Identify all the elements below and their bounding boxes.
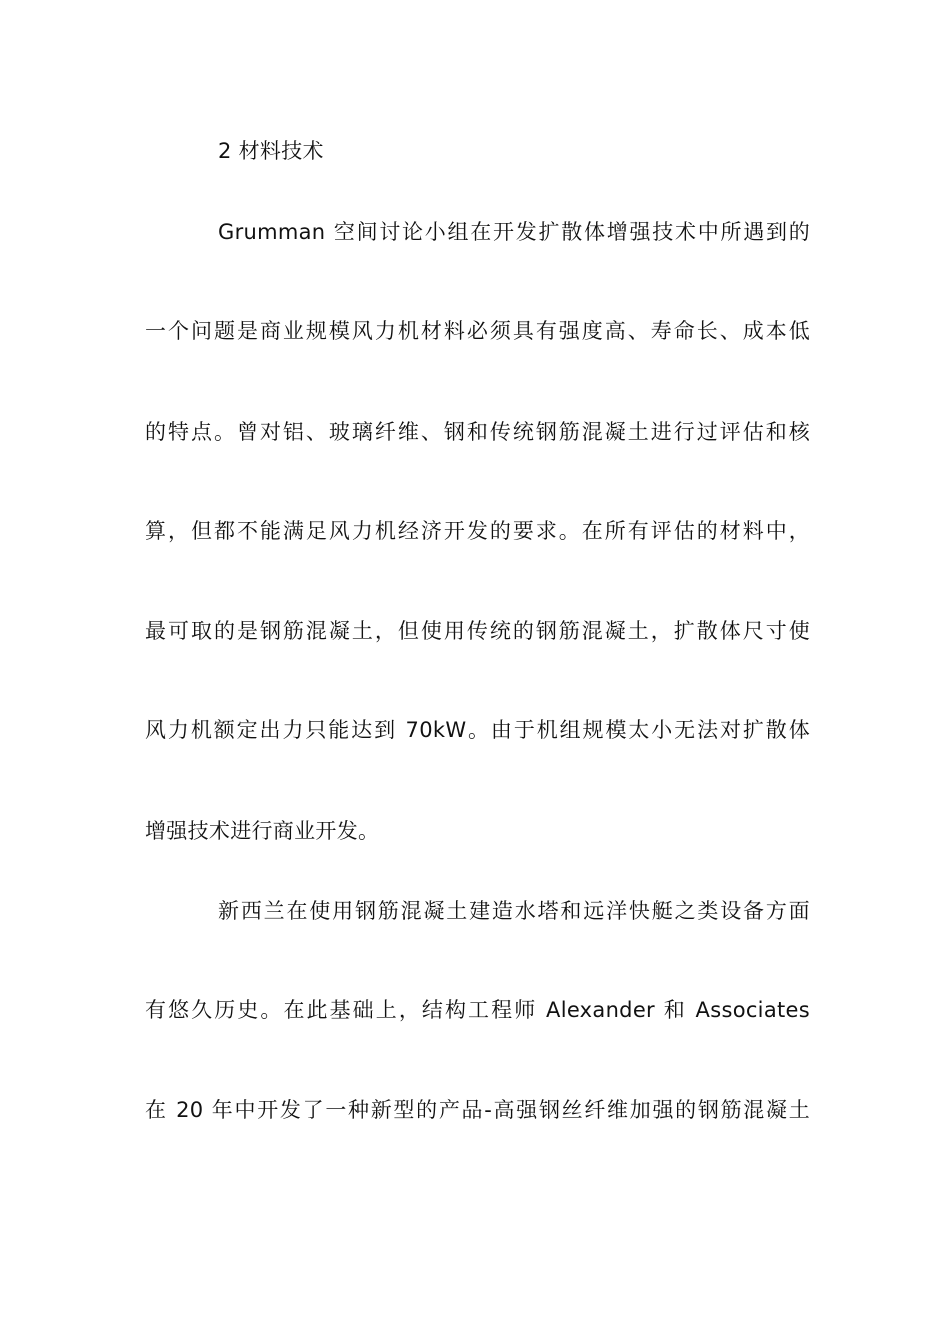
paragraph-1-line-2: 一个问题是商业规模风力机材料必须具有强度高、寿命长、成本低	[145, 319, 810, 343]
paragraph-1-line-4: 算，但都不能满足风力机经济开发的要求。在所有评估的材料中，	[145, 519, 810, 543]
section-heading: 2 材料技术	[218, 139, 324, 163]
paragraph-1-line-5: 最可取的是钢筋混凝土，但使用传统的钢筋混凝土，扩散体尺寸使	[145, 619, 810, 643]
paragraph-2-line-3: 在 20 年中开发了一种新型的产品-高强钢丝纤维加强的钢筋混凝土	[145, 1098, 810, 1122]
paragraph-2-line-2: 有悠久历史。在此基础上，结构工程师 Alexander 和 Associates	[145, 998, 810, 1022]
paragraph-1-line-6: 风力机额定出力只能达到 70kW。由于机组规模太小无法对扩散体	[145, 718, 810, 742]
paragraph-1-line-7: 增强技术进行商业开发。	[145, 819, 380, 843]
paragraph-1-line-3: 的特点。曾对铝、玻璃纤维、钢和传统钢筋混凝土进行过评估和核	[145, 420, 810, 444]
paragraph-1-line-1: Grumman 空间讨论小组在开发扩散体增强技术中所遇到的	[218, 220, 810, 244]
paragraph-2-line-1: 新西兰在使用钢筋混凝土建造水塔和远洋快艇之类设备方面	[218, 899, 810, 923]
